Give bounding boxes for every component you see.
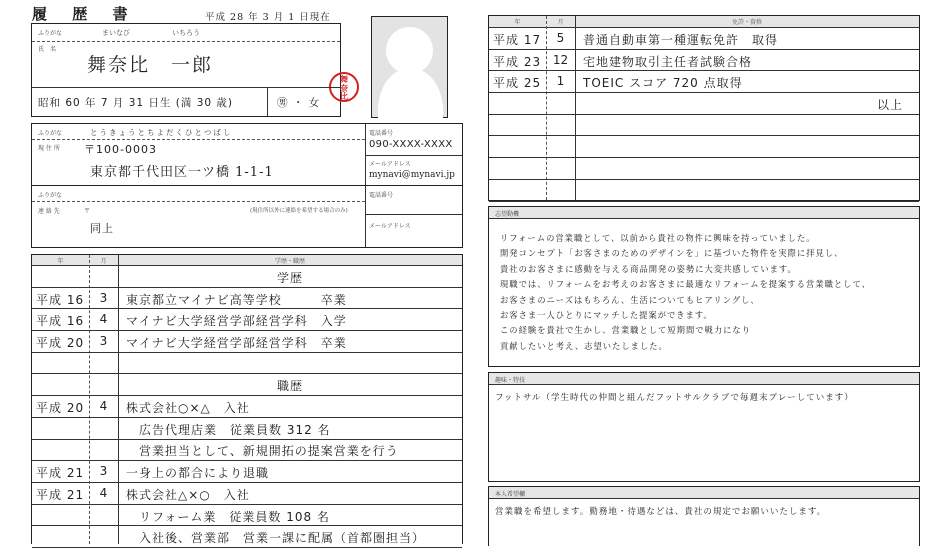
row-month[interactable]: 4	[99, 399, 108, 414]
as-of-date: 平成 28 年 3 月 1 日現在	[205, 12, 331, 23]
address-label: 現 住 所	[38, 145, 60, 152]
furigana-label: ふりがな	[38, 30, 63, 37]
row-text[interactable]: 普通自動車第一種運転免許 取得	[583, 32, 779, 47]
address-section	[31, 123, 463, 186]
requests-text[interactable]: 営業職を希望します。勤務地・待遇などは、貴社の規定でお願いいたします。	[495, 507, 827, 517]
row-text[interactable]: 職歴	[276, 379, 303, 394]
table-row	[32, 309, 462, 331]
furigana-label: ふりがな	[38, 192, 63, 199]
motivation-line: 貢献したいと考え、志望いたしました。	[500, 340, 668, 351]
row-year[interactable]: 平成 16	[36, 292, 85, 307]
postal-code[interactable]: 〒100-0003	[84, 143, 157, 156]
row-text[interactable]: 一身上の都合により退職	[126, 466, 270, 481]
history-table	[31, 254, 463, 544]
motivation-section	[488, 206, 920, 367]
contact-value[interactable]: 同上	[90, 222, 114, 235]
row-text[interactable]: 以上	[876, 97, 903, 112]
hobbies-section	[488, 372, 920, 482]
furigana-label: ふりがな	[38, 130, 63, 137]
row-month[interactable]: 3	[99, 333, 108, 348]
row-text[interactable]: リフォーム業 従業員数 108 名	[126, 509, 330, 524]
row-year[interactable]: 平成 21	[36, 487, 85, 502]
table-row	[32, 353, 462, 375]
row-text[interactable]: マイナビ大学経営学部経営学科 卒業	[126, 335, 347, 350]
motivation-line: 現職では、リフォームをお考えのお客さまに最適なリフォームを提案する営業職として、	[500, 279, 871, 290]
table-row	[32, 526, 462, 548]
row-text[interactable]: 株式会社○×△ 入社	[126, 401, 250, 416]
table-row	[489, 137, 919, 159]
phone-value[interactable]: 090-XXXX-XXXX	[369, 139, 453, 150]
row-year[interactable]: 平成 23	[493, 54, 542, 69]
address-furigana[interactable]: とうきょうとちよだくひとつばし	[90, 128, 233, 137]
row-text[interactable]: 入社後、営業部 営業一課に配属（首都圏担当）	[126, 531, 426, 546]
table-row	[489, 28, 919, 50]
requests-label: 本人希望欄	[495, 491, 526, 498]
email-label: メールアドレス	[369, 161, 411, 168]
person-silhouette-icon	[386, 27, 433, 74]
motivation-line: 開発コンセプト「お客さまのためのデザインを」に基づいた物件を実際に拝見し、	[500, 248, 844, 259]
motivation-label: 志望動機	[495, 211, 520, 218]
contact-section	[31, 185, 463, 248]
table-row	[489, 50, 919, 72]
row-text[interactable]: 広告代理店業 従業員数 312 名	[126, 422, 331, 437]
row-text[interactable]: 東京都立マイナビ高等学校 卒業	[126, 292, 347, 307]
row-text[interactable]: 宅地建物取引主任者試験合格	[583, 54, 753, 69]
phone-label: 電話番号	[369, 130, 394, 137]
hobbies-text[interactable]: フットサル（学生時代の仲間と組んだフットサルクラブで毎週末プレーしています）	[495, 393, 854, 403]
row-month[interactable]: 3	[99, 464, 108, 479]
furigana-given[interactable]: いちろう	[172, 29, 200, 37]
licenses-header: 年 月 免許・資格	[489, 16, 919, 28]
contact-email-label: メールアドレス	[369, 223, 411, 230]
row-month[interactable]: 4	[99, 312, 108, 327]
name-label: 氏 名	[38, 46, 57, 53]
table-row	[32, 505, 462, 527]
table-row	[489, 158, 919, 180]
table-row	[489, 93, 919, 115]
row-month[interactable]: 12	[552, 52, 569, 67]
row-year[interactable]: 平成 20	[36, 335, 85, 350]
contact-label: 連 絡 先	[38, 208, 60, 215]
row-year[interactable]: 平成 16	[36, 314, 85, 329]
row-month[interactable]: 1	[556, 74, 565, 89]
table-row	[489, 180, 919, 202]
table-row	[32, 483, 462, 505]
postal-mark: 〒	[84, 208, 91, 215]
address-value[interactable]: 東京都千代田区一ツ橋 1-1-1	[90, 165, 274, 180]
furigana-family[interactable]: まいなび	[102, 29, 130, 37]
row-year[interactable]: 平成 20	[36, 401, 85, 416]
row-month[interactable]: 3	[99, 290, 108, 305]
motivation-line: お客さま一人ひとりにマッチした提案ができます。	[500, 310, 713, 321]
table-row	[32, 288, 462, 310]
motivation-text[interactable]	[500, 231, 871, 354]
row-month[interactable]: 5	[556, 30, 565, 45]
motivation-line: 貴社のお客さまに感動を与える商品開発の姿勢に大変共感しています。	[500, 263, 797, 274]
table-row	[32, 396, 462, 418]
full-name[interactable]: 舞奈比 一郎	[87, 54, 214, 76]
row-text[interactable]: 営業担当として、新規開拓の提案営業を行う	[126, 444, 399, 459]
row-text[interactable]: マイナビ大学経営学部経営学科 入学	[126, 314, 347, 329]
row-year[interactable]: 平成 21	[36, 466, 85, 481]
table-row	[32, 461, 462, 483]
hanko-seal-icon: 舞奈比	[329, 72, 359, 102]
history-header: 年 月 学歴・職歴	[32, 255, 462, 266]
hobbies-label: 趣味・特技	[495, 377, 526, 384]
table-row	[489, 115, 919, 137]
document-title: 履 歴 書	[32, 5, 138, 23]
gender-select[interactable]: ㊚ ・ 女	[277, 97, 321, 109]
licenses-table	[488, 15, 920, 201]
table-row	[32, 418, 462, 440]
row-text[interactable]: 学歴	[276, 270, 303, 285]
email-value[interactable]: mynavi@mynavi.jp	[369, 170, 455, 180]
table-row	[32, 440, 462, 462]
photo-placeholder[interactable]	[371, 16, 448, 118]
row-text[interactable]: 株式会社△×○ 入社	[126, 487, 250, 502]
row-month[interactable]: 4	[99, 485, 108, 500]
row-year[interactable]: 平成 17	[493, 32, 542, 47]
motivation-line: この経験を貴社で生かし、営業職として短期間で戦力になり	[500, 325, 752, 336]
table-row	[32, 266, 462, 288]
table-row	[489, 71, 919, 93]
requests-section	[488, 486, 920, 546]
row-year[interactable]: 平成 25	[493, 76, 542, 91]
table-row	[32, 331, 462, 353]
contact-phone-label: 電話番号	[369, 192, 394, 199]
name-section	[31, 23, 348, 117]
contact-note: (現住所以外に連絡を希望する場合のみ)	[250, 208, 348, 214]
motivation-line: リフォームの営業職として、以前から貴社の物件に興味を持っていました。	[500, 233, 816, 243]
row-text[interactable]: TOEIC スコア 720 点取得	[583, 76, 743, 91]
birth-date[interactable]: 昭和 60 年 7 月 31 日生 (満 30 歳)	[38, 97, 233, 109]
motivation-line: お客さまのニーズはもちろん、生活についてもヒアリングし、	[500, 294, 760, 305]
table-row	[32, 375, 462, 397]
